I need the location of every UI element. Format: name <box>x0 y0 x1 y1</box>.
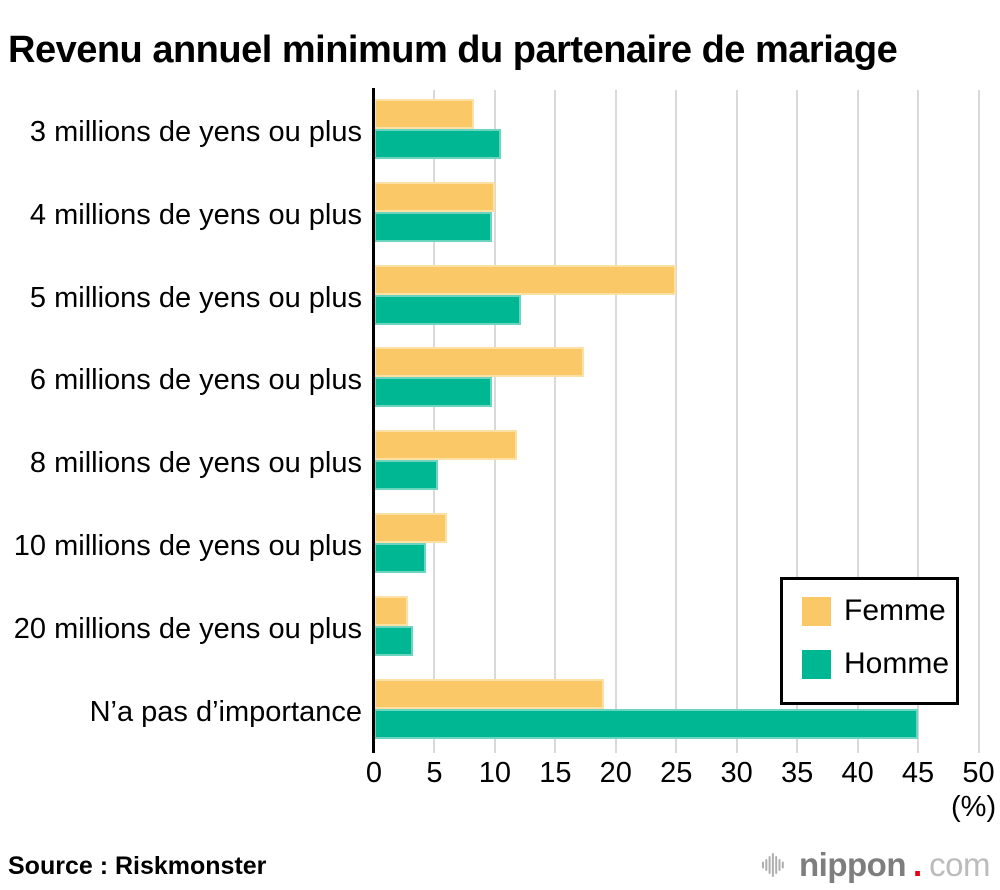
soundwave-icon <box>762 849 792 881</box>
gridline-50 <box>978 90 980 753</box>
bar-homme-7 <box>374 709 918 739</box>
chart-legend <box>780 577 959 705</box>
bar-homme-6 <box>374 626 413 656</box>
bar-femme-2 <box>374 265 676 295</box>
homme-swatch <box>802 650 831 679</box>
y-axis-line <box>372 88 375 753</box>
bar-femme-1 <box>374 182 495 212</box>
x-tick-35: 35 <box>781 757 814 789</box>
gridline-20 <box>615 90 617 753</box>
x-tick-10: 10 <box>478 757 512 789</box>
x-tick-5: 5 <box>426 757 443 789</box>
bar-femme-3 <box>374 347 584 377</box>
bar-femme-7 <box>374 679 604 709</box>
bar-homme-0 <box>374 129 501 159</box>
x-tick-15: 15 <box>539 757 572 789</box>
category-label: 10 millions de yens ou plus <box>13 530 362 562</box>
bar-homme-2 <box>374 295 521 325</box>
legend-label: Femme <box>844 594 946 627</box>
category-label: N’a pas d’importance <box>89 695 362 728</box>
legend-item-femme <box>802 596 946 626</box>
bar-homme-5 <box>374 543 426 573</box>
bar-homme-3 <box>374 377 492 407</box>
gridline-30 <box>736 90 738 753</box>
x-tick-20: 20 <box>599 757 632 789</box>
x-tick-45: 45 <box>901 757 935 789</box>
bar-femme-4 <box>374 430 517 460</box>
category-label: 8 millions de yens ou plus <box>29 447 362 480</box>
source-credit: Source : Riskmonster <box>8 852 267 880</box>
bar-femme-5 <box>374 513 447 543</box>
logo-tld-text: com <box>929 846 990 883</box>
category-label: 6 millions de yens ou plus <box>29 364 362 397</box>
axis-unit-label: (%) <box>951 791 997 823</box>
legend-item-homme <box>802 649 949 679</box>
logo-red-dot: . <box>912 846 923 883</box>
gridline-15 <box>554 90 556 753</box>
category-label: 4 millions de yens ou plus <box>29 198 362 231</box>
x-tick-50: 50 <box>962 757 995 789</box>
category-label: 20 millions de yens ou plus <box>13 612 362 645</box>
bar-femme-6 <box>374 596 408 626</box>
x-tick-25: 25 <box>660 757 693 789</box>
x-tick-40: 40 <box>841 757 874 789</box>
category-label: 3 millions de yens ou plus <box>29 116 362 148</box>
x-tick-0: 0 <box>365 757 383 789</box>
page-title: Revenu annuel minimum du partenaire de mariage <box>8 29 898 72</box>
gridline-25 <box>675 90 677 753</box>
x-tick-30: 30 <box>720 757 753 789</box>
nippon-com-logo <box>762 846 990 884</box>
legend-label: Homme <box>844 647 950 680</box>
bar-femme-0 <box>374 99 474 129</box>
bar-homme-4 <box>374 460 438 490</box>
bar-homme-1 <box>374 212 492 242</box>
category-label: 5 millions de yens ou plus <box>29 281 362 314</box>
logo-brand-text: nippon <box>799 846 906 883</box>
femme-swatch <box>802 597 831 626</box>
